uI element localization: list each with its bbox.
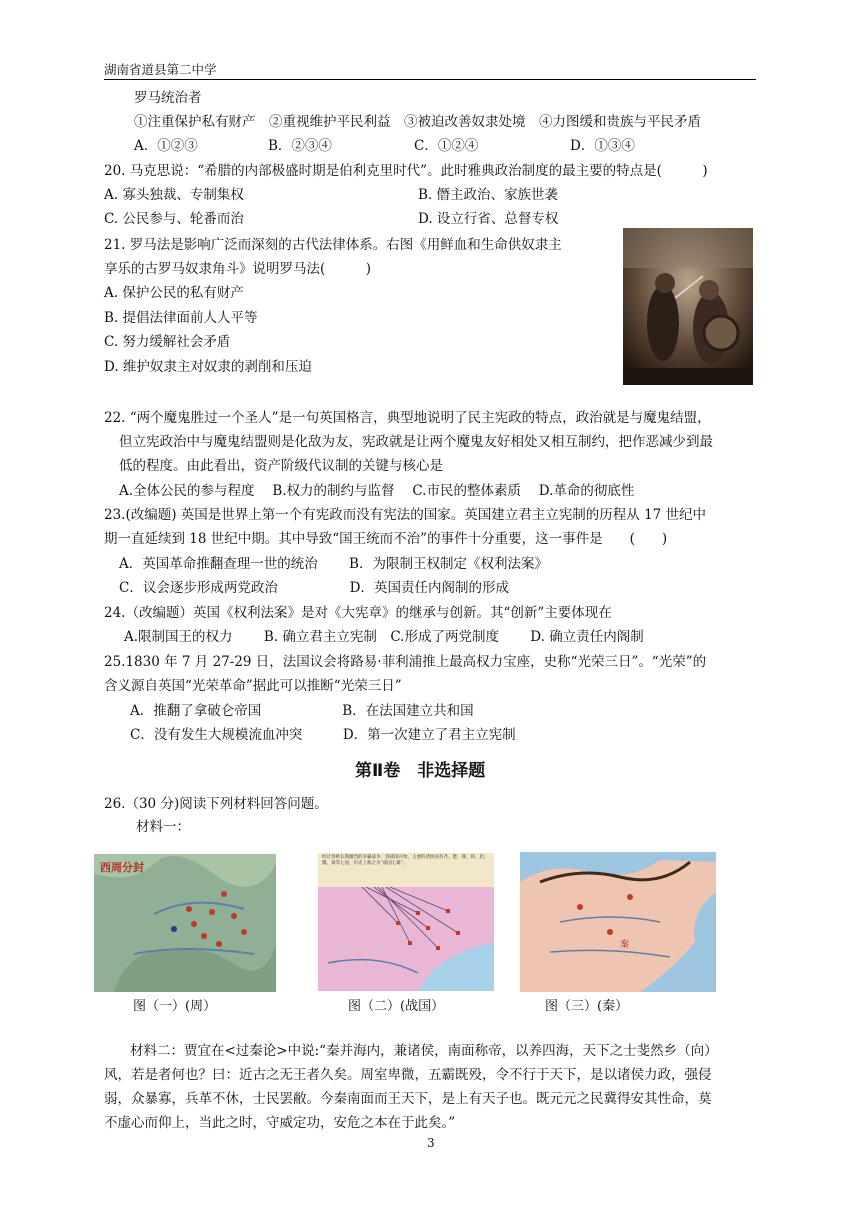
material-2-line1: 材料二：贾宜在<过秦论>中说:“秦并海内，兼诸侯，南面称帝，以养四海，天下之士斐然乡（向）	[130, 1043, 718, 1059]
q21-stem-line2: 享乐的古罗马奴隶角斗》说明罗马法( )	[104, 261, 372, 277]
material-2-line3: 弱，众暴寡，兵革不休，士民罢敝。今秦南面而王天下，是上有天子也。既元元之民冀得安其性命，莫	[104, 1091, 712, 1107]
caption-map-1: 图（一）(周）	[133, 999, 217, 1014]
material-2-line4: 不虚心而仰上，当此之时，守威定功，安危之本在于此矣。”	[104, 1115, 456, 1131]
material-1-label: 材料一：	[136, 819, 190, 835]
q21-option-d: D. 维护奴隶主对奴隶的剥削和压迫	[104, 359, 312, 375]
q19-option-a: A．①②③	[134, 138, 198, 154]
q23-stem-line2: 期一直延续到 18 世纪中期。其中导致“国王统而不治”的事件十分重要，这一事件是 ( )	[104, 531, 668, 547]
q23-options-cd: C．议会逐步形成两党政治 D．英国责任内阁制的形成	[119, 580, 509, 596]
map-2-note: 经过春秋长期激烈的争霸战争，到战国开始，主要的诸侯国有齐、楚、燕、韩、赵、魏、秦等七国，历史上称之为“战国七雄”。	[322, 855, 489, 866]
map-qin-empire	[520, 852, 716, 992]
q19-option-b: B．②③④	[268, 138, 332, 154]
q19-option-d: D．①③④	[570, 138, 635, 154]
gladiator-photo	[623, 228, 753, 385]
q19-statements: ①注重保护私有财产 ②重视维护平民利益 ③被迫改善奴隶处境 ④力图缓和贵族与平民矛盾	[134, 114, 701, 130]
caption-map-2: 图（二）(战国）	[348, 999, 445, 1014]
header-rule	[104, 79, 756, 80]
school-header: 湖南省道县第二中学	[104, 62, 217, 77]
q26-title: 26.（30 分)阅读下列材料回答问题。	[104, 796, 328, 812]
svg-text:秦: 秦	[620, 940, 630, 950]
q19-stem-tail: 罗马统治者	[134, 90, 202, 106]
q19-option-c: C．①②④	[414, 138, 479, 154]
q22-options: A.全体公民的参与程度 B.权力的制约与监督 C.市民的整体素质 D.革命的彻底性	[119, 483, 635, 499]
q25-stem-line2: 含义源自英国“光荣革命”据此可以推断“光荣三日”	[104, 678, 402, 694]
material-2-line2: 风，若是者何也？曰：近古之无王者久矣。周室卑微，五霸既殁，令不行于天下，是以诸侯力政，强侵	[104, 1067, 712, 1083]
q23-options-ab: A．英国革命推翻查理一世的统治 B．为限制王权制定《权利法案》	[119, 556, 548, 572]
q24-stem: 24.（改编题）英国《权利法案》是对《大宪章》的继承与创新。其“创新”主要体现在	[104, 605, 612, 621]
map-1-label: 西周分封	[100, 861, 144, 874]
q22-stem-line3: 低的程度。由此看出，资产阶级代议制的关键与核心是	[119, 458, 443, 474]
caption-map-3: 图（三）(秦）	[545, 999, 629, 1014]
q21-option-c: C. 努力缓解社会矛盾	[104, 334, 231, 350]
q20-option-a: A. 寡头独裁、专制集权	[104, 187, 244, 203]
q20-stem: 20. 马克思说：“希腊的内部极盛时期是伯利克里时代”。此时雅典政治制度的最主要的特点是( )	[104, 163, 708, 179]
q25-stem-line1: 25.1830 年 7 月 27-29 日，法国议会将路易·菲利浦推上最高权力宝座，史称“光荣三日”。“光荣”的	[104, 654, 707, 670]
q21-option-a: A. 保护公民的私有财产	[104, 285, 244, 301]
page-number: 3	[427, 1136, 435, 1150]
q25-options-cd: C．没有发生大规模流血冲突 D．第一次建立了君主立宪制	[130, 727, 516, 743]
q20-option-b: B. 僭主政治、家族世袭	[418, 187, 559, 203]
map-warring-states	[318, 853, 494, 991]
q21-option-b: B. 提倡法律面前人人平等	[104, 310, 258, 326]
section-ii-title: 第Ⅱ卷 非选择题	[355, 761, 486, 781]
q23-stem-line1: 23.(改编题) 英国是世界上第一个有宪政而没有宪法的国家。英国建立君主立宪制的历程从 17 世纪中	[104, 507, 707, 523]
q21-stem-line1: 21. 罗马法是影响广泛而深刻的古代法律体系。右图《用鲜血和生命供奴隶主	[104, 237, 562, 253]
q20-option-c: C. 公民参与、轮番而治	[104, 211, 244, 227]
q25-options-ab: A．推翻了拿破仑帝国 B．在法国建立共和国	[130, 703, 474, 719]
q22-stem-line1: 22. “两个魔鬼胜过一个圣人”是一句英国格言，典型地说明了民主宪政的特点，政治就是与魔鬼结盟，	[104, 410, 711, 426]
map-western-zhou	[94, 854, 276, 992]
q20-option-d: D. 设立行省、总督专权	[418, 211, 559, 227]
q22-stem-line2: 但立宪政治中与魔鬼结盟则是化敌为友，宪政就是让两个魔鬼友好相处又相互制约，把作恶减少到最	[119, 434, 713, 450]
q24-options: A.限制国王的权力 B. 确立君主立宪制 C.形成了两党制度 D. 确立责任内阁制	[124, 629, 644, 645]
